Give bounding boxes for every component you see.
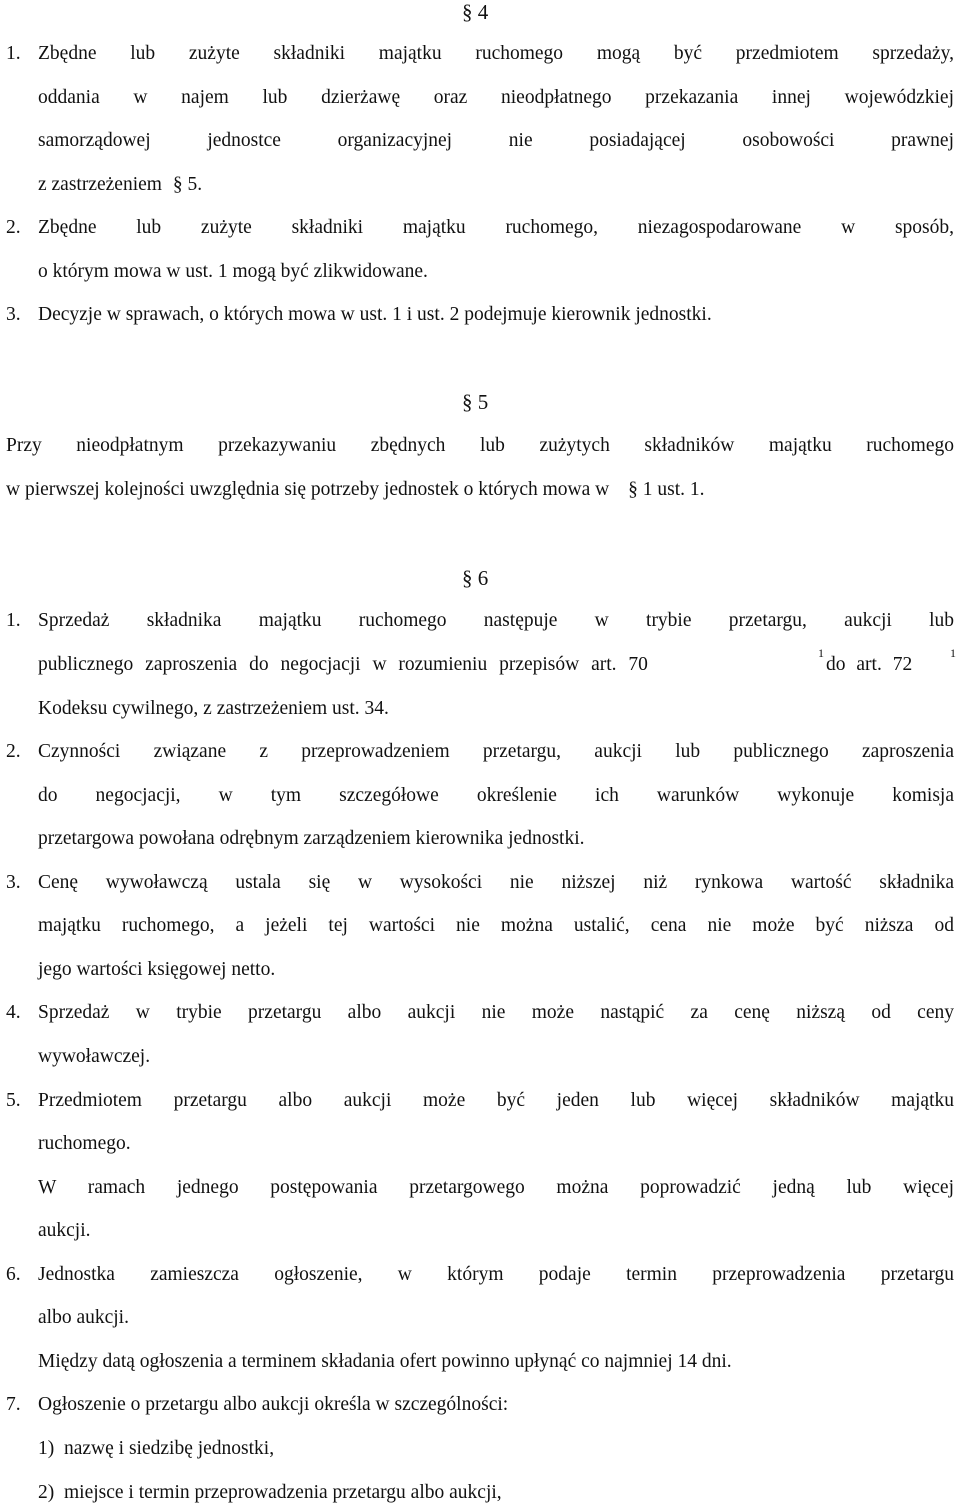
section-heading-6: § 6 xyxy=(462,566,489,590)
paragraph-number: 3. xyxy=(6,872,21,893)
text-line: Jednostka zamieszcza ogłoszenie, w którym podaje termin przeprowadzenia przetargu xyxy=(38,1264,954,1285)
text-line: W ramach jednego postępowania przetargowego można poprowadzić jedną lub więcej xyxy=(38,1177,954,1198)
paragraph-number: 1. xyxy=(6,43,21,64)
text-line: jego wartości księgowej netto. xyxy=(38,959,276,980)
text-line: ruchomego. xyxy=(38,1133,131,1154)
section-heading-5: § 5 xyxy=(462,390,489,414)
text-fragment: publicznego zaproszenia do negocjacji w rozumieniu przepisów art. 70 xyxy=(38,654,648,675)
paragraph-number: 6. xyxy=(6,1264,21,1285)
paragraph-number: 2. xyxy=(6,741,21,762)
text-line xyxy=(6,478,705,502)
text-line: majątku ruchomego, a jeżeli tej wartości nie można ustalić, cena nie może być niższa od xyxy=(38,915,954,936)
paragraph-number: 2. xyxy=(6,217,21,238)
text-fragment: do art. 72 xyxy=(826,654,913,675)
text-line: Czynności związane z przeprowadzeniem przetargu, aukcji lub publicznego zaproszenia xyxy=(38,741,954,762)
text-line: Zbędne lub zużyte składniki majątku ruchomego mogą być przedmiotem sprzedaży, xyxy=(38,43,954,64)
text-line: do negocjacji, w tym szczegółowe określenie ich warunków wykonuje komisja xyxy=(38,785,954,806)
text-line: oddania w najem lub dzierżawę oraz nieodpłatnego przekazania innej wojewódzkiej xyxy=(38,87,954,108)
text-line: albo aukcji. xyxy=(38,1307,129,1328)
paragraph-number: 5. xyxy=(6,1090,21,1111)
text-line: Sprzedaż składnika majątku ruchomego następuje w trybie przetargu, aukcji lub xyxy=(38,610,954,631)
text-line: Ogłoszenie o przetargu albo aukcji określa w szczególności: xyxy=(38,1394,509,1415)
text-line: Sprzedaż w trybie przetargu albo aukcji nie może nastąpić za cenę niższą od ceny xyxy=(38,1002,954,1023)
text-line: Cenę wywoławczą ustala się w wysokości nie niższej niż rynkowa wartość składnika xyxy=(38,872,954,893)
section-reference: § 5. xyxy=(172,174,203,195)
text-line: Decyzje w sprawach, o których mowa w ust. 1 i ust. 2 podejmuje kierownik jednostki. xyxy=(38,304,712,325)
text-line: Między datą ogłoszenia a terminem składania ofert powinno upłynąć co najmniej 14 dni. xyxy=(38,1351,732,1372)
text-line: Przy nieodpłatnym przekazywaniu zbędnych lub zużytych składników majątku ruchomego xyxy=(6,435,954,456)
text-fragment: z zastrzeżeniem xyxy=(38,174,162,195)
text-line: wywoławczej. xyxy=(38,1046,151,1067)
section-reference: § 1 ust. 1. xyxy=(628,479,705,500)
paragraph-number: 4. xyxy=(6,1002,21,1023)
list-item: 1) nazwę i siedzibę jednostki, xyxy=(38,1438,275,1459)
text-line: Zbędne lub zużyte składniki majątku ruchomego, niezagospodarowane w sposób, xyxy=(38,217,954,238)
text-line: Kodeksu cywilnego, z zastrzeżeniem ust. 34. xyxy=(38,698,389,719)
text-line xyxy=(38,173,202,197)
text-line: przetargowa powołana odrębnym zarządzeniem kierownika jednostki. xyxy=(38,828,585,849)
text-line: aukcji. xyxy=(38,1220,91,1241)
text-line: samorządowej jednostce organizacyjnej nie posiadającej osobowości prawnej xyxy=(38,130,954,151)
paragraph-number: 1. xyxy=(6,610,21,631)
text-line: o którym mowa w ust. 1 mogą być zlikwidowane. xyxy=(38,261,428,282)
paragraph-number: 3. xyxy=(6,304,21,325)
text-line: Przedmiotem przetargu albo aukcji może być jeden lub więcej składników majątku xyxy=(38,1090,954,1111)
list-item: 2) miejsce i termin przeprowadzenia przetargu albo aukcji, xyxy=(38,1482,502,1503)
text-fragment: w pierwszej kolejności uwzględnia się potrzeby jednostek o których mowa w xyxy=(6,479,610,500)
section-heading-4: § 4 xyxy=(462,0,489,24)
paragraph-number: 7. xyxy=(6,1394,21,1415)
